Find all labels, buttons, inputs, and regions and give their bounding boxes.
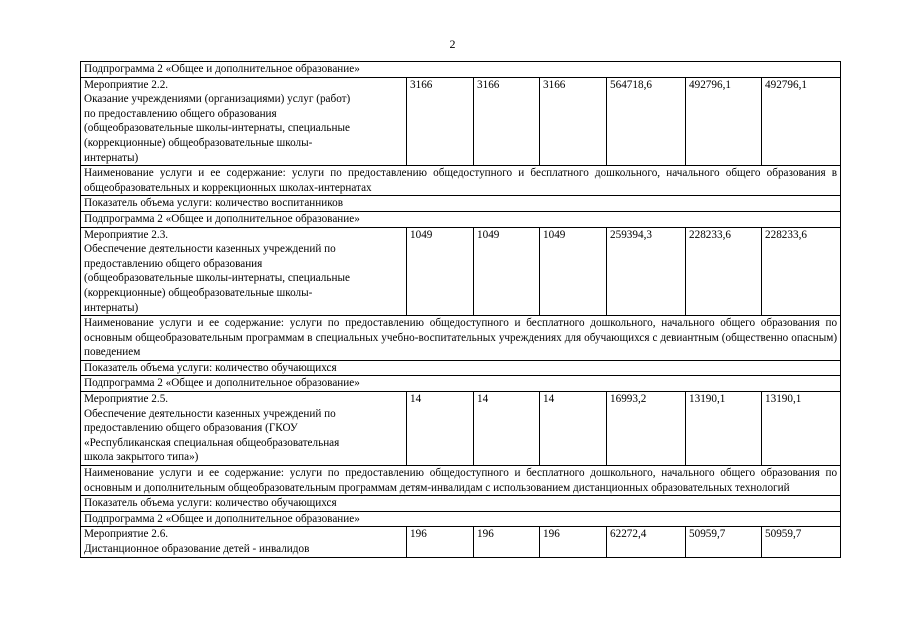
measure-value: 14: [407, 392, 474, 466]
volume-indicator: Показатель объема услуги: количество обучающихся: [81, 360, 841, 376]
subprogram-title: Подпрограмма 2 «Общее и дополнительное образование»: [81, 62, 841, 78]
measure-value: 492796,1: [762, 77, 841, 166]
measure-value: 492796,1: [686, 77, 762, 166]
measure-value: 196: [474, 527, 540, 557]
subprogram-row: [81, 62, 841, 78]
measure-value: 1049: [540, 227, 607, 316]
measure-value: 50959,7: [686, 527, 762, 557]
measure-description: Мероприятие 2.2. Оказание учреждениями (организациями) услуг (работ) по предоставлению общего образования (общеобразовательные школы-интернаты, специальные (коррекционные) общеобразовательные школы- интернаты): [81, 77, 407, 166]
service-description: Наименование услуги и ее содержание: услуги по предоставлению общедоступного и бесплатного дошкольного, начального общего образования в общеобразовательных и коррекционных школах-интернатах: [81, 166, 841, 196]
subprogram-title: Подпрограмма 2 «Общее и дополнительное образование»: [81, 211, 841, 227]
program-table: [80, 61, 841, 558]
volume-indicator: Показатель объема услуги: количество воспитанников: [81, 196, 841, 212]
measure-value: 3166: [474, 77, 540, 166]
measure-value: 1049: [474, 227, 540, 316]
measure-value: 13190,1: [762, 392, 841, 466]
indicator-row: [81, 496, 841, 512]
subprogram-title: Подпрограмма 2 «Общее и дополнительное образование»: [81, 511, 841, 527]
measure-value: 196: [407, 527, 474, 557]
measure-value: 228233,6: [686, 227, 762, 316]
measure-value: 228233,6: [762, 227, 841, 316]
measure-value: 259394,3: [607, 227, 686, 316]
service-description: Наименование услуги и ее содержание: услуги по предоставлению общедоступного и бесплатного дошкольного, начального общего образования по основным общеобразовательным программам в специальных учебно-воспитательных учреждениях для обучающихся с девиантным (общественно опасным) поведением: [81, 316, 841, 361]
service-row: [81, 466, 841, 496]
measure-value: 196: [540, 527, 607, 557]
measure-value: 14: [540, 392, 607, 466]
service-row: [81, 166, 841, 196]
measure-value: 14: [474, 392, 540, 466]
measure-row: [81, 392, 841, 466]
subprogram-title: Подпрограмма 2 «Общее и дополнительное образование»: [81, 376, 841, 392]
measure-value: 13190,1: [686, 392, 762, 466]
measure-value: 564718,6: [607, 77, 686, 166]
measure-value: 50959,7: [762, 527, 841, 557]
measure-value: 3166: [540, 77, 607, 166]
measure-value: 16993,2: [607, 392, 686, 466]
indicator-row: [81, 196, 841, 212]
measure-description: Мероприятие 2.5. Обеспечение деятельности казенных учреждений по предоставлению общего образования (ГКОУ «Республиканская специальная общеобразовательная школа закрытого типа»): [81, 392, 407, 466]
measure-row: [81, 227, 841, 316]
service-description: Наименование услуги и ее содержание: услуги по предоставлению общедоступного и бесплатного дошкольного, начального общего образования по основным и дополнительным общеобразовательным программам детям-инвалидам с использованием дистанционных образовательных технологий: [81, 466, 841, 496]
measure-value: 1049: [407, 227, 474, 316]
page-number: 2: [449, 37, 456, 51]
measure-description: Мероприятие 2.3. Обеспечение деятельности казенных учреждений по предоставлению общего образования (общеобразовательные школы-интернаты, специальные (коррекционные) общеобразовательные школы- интернаты): [81, 227, 407, 316]
subprogram-row: [81, 511, 841, 527]
measure-description: Мероприятие 2.6. Дистанционное образование детей - инвалидов: [81, 527, 407, 557]
measure-row: [81, 77, 841, 166]
volume-indicator: Показатель объема услуги: количество обучающихся: [81, 496, 841, 512]
subprogram-row: [81, 376, 841, 392]
measure-row: [81, 527, 841, 557]
service-row: [81, 316, 841, 361]
program-table-body: [81, 62, 841, 558]
indicator-row: [81, 360, 841, 376]
subprogram-row: [81, 211, 841, 227]
measure-value: 3166: [407, 77, 474, 166]
measure-value: 62272,4: [607, 527, 686, 557]
